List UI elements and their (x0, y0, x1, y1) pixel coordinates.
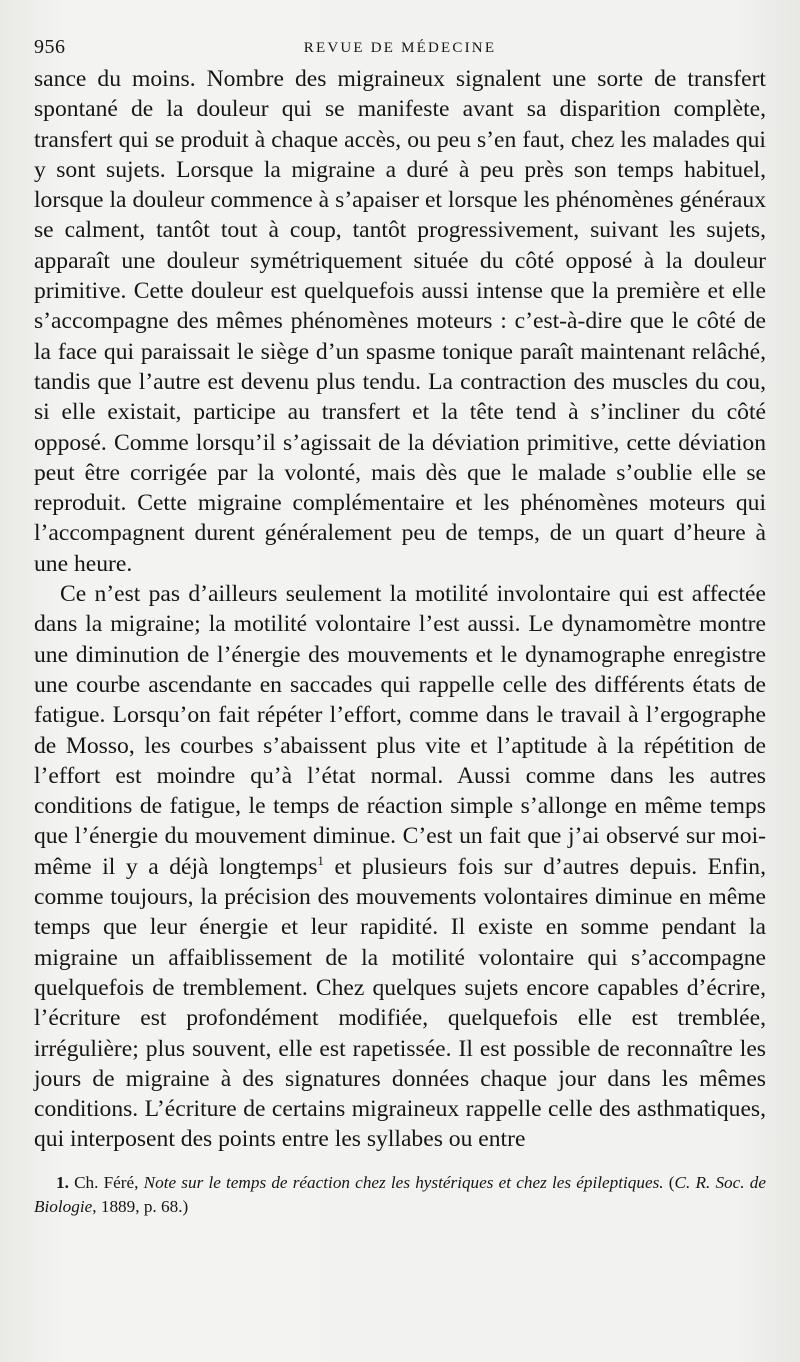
running-head: REVUE DE MÉDECINE (303, 40, 497, 56)
footnote-title: Note sur le temps de réaction chez les hystériques et chez les épileptiques. (143, 1172, 664, 1192)
paragraph-2-text-before-note: Ce n’est pas d’ailleurs seulement la motilité involontaire qui est affectée dans la migraine; la motilité volontaire l’est aussi. Le dynamomètre montre une diminution de l’énergie des mouvements et le dynamographe enregistre une courbe ascendante en saccades qui rappelle celle des différents états de fatigue. Lorsqu’on fait répéter l’effort, comme dans le travail à l’ergographe de Mosso, les courbes s’abaissent plus vite et l’aptitude à la répétition de l’effort est moindre qu’à l’état normal. Aussi comme dans les autres conditions de fatigue, le temps de réaction simple s’allonge en même temps que l’énergie du mouvement diminue. C’est un fait que j’ai observé sur moi-même il y a déjà longtemps (34, 581, 766, 880)
page-header (34, 30, 766, 64)
page-number: 956 (34, 36, 66, 58)
footnote-journal: C. R. Soc. de Biologie (34, 1172, 766, 1216)
footnote-open-paren: ( (663, 1172, 675, 1192)
footnote-details: , 1889, p. 68.) (92, 1196, 189, 1216)
paragraph-2 (34, 579, 766, 1155)
footnote-reference: 1 (317, 852, 324, 868)
footnote-author: Ch. Féré, (68, 1172, 144, 1192)
paragraph-2-text-after-note: et plusieurs fois sur d’autres depuis. Enfin, comme toujours, la précision des mouvements volontaires diminue en même temps que leur énergie et leur rapidité. Il existe en somme pendant la migraine un affaiblissement de la motilité volontaire qui s’accompagne quelquefois de tremblement. Chez quelques sujets encore capables d’écrire, l’écriture est profondément modifiée, quelquefois elle est tremblée, irrégulière; plus souvent, elle est rapetissée. Il est possible de reconnaître les jours de migraine à des signatures données chaque jour dans les mêmes conditions. L’écriture de certains migraineux rappelle celle des asthmatiques, qui interposent des points entre les syllabes ou entre (34, 853, 766, 1153)
body-text (34, 64, 766, 1155)
footnote-number: 1. (56, 1172, 69, 1192)
paragraph-1: sance du moins. Nombre des migraineux signalent une sorte de transfert spontané de la douleur qui se manifeste avant sa disparition complète, transfert qui se produit à chaque accès, ou peu s’en faut, chez les malades qui y sont sujets. Lorsque la migraine a duré à peu près son temps habituel, lorsque la douleur commence à s’apaiser et lorsque les phénomènes généraux se calment, tantôt tout à coup, tantôt progressivement, suivant les sujets, apparaît une douleur symétriquement située du côté opposé à la douleur primitive. Cette douleur est quelquefois aussi intense que la première et elle s’accompagne des mêmes phénomènes moteurs : c’est-à-dire que le côté de la face qui paraissait le siège d’un spasme tonique paraît maintenant relâché, tandis que l’autre est devenu plus tendu. La contraction des muscles du cou, si elle existait, participe au transfert et la tête tend à s’incliner du côté opposé. Comme lorsqu’il s’agissait de la déviation primitive, cette déviation peut être corrigée par la volonté, mais dès que le malade s’oublie elle se reproduit. Cette migraine complémentaire et les phénomènes moteurs qui l’accompagnent durent généralement peu de temps, de un quart d’heure à une heure. (34, 66, 766, 577)
footnote (34, 1171, 766, 1219)
